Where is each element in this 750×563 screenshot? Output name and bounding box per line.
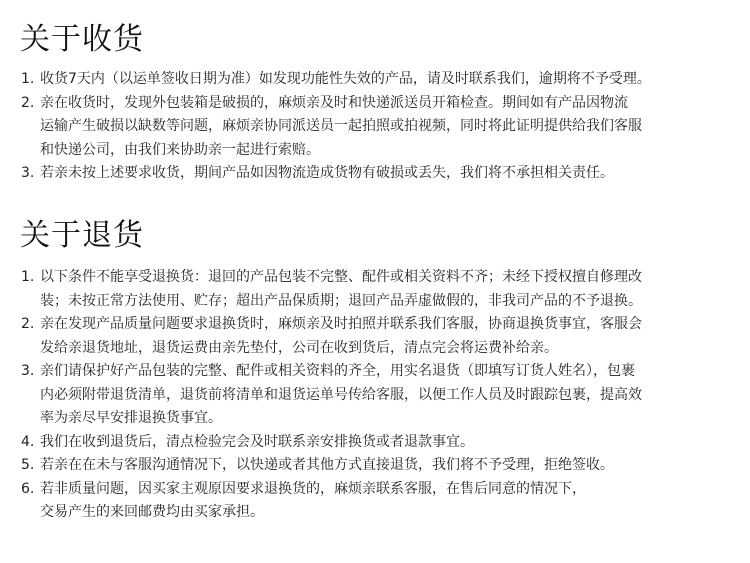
policy-item-number: 2. xyxy=(21,316,35,332)
policy-item-line: 运输产生破损以缺数等问题，麻烦亲协同派送员一起拍照或拍视频，同时将此证明提供给我们客服 xyxy=(40,118,642,134)
receive-policy-section xyxy=(0,20,750,186)
policy-item xyxy=(0,360,750,431)
policy-item-line: 收货7天内（以运单签收日期为准）如发现功能性失效的产品，请及时联系我们，逾期将不予受理。 xyxy=(40,71,651,87)
policy-item-line: 我们在收到退货后，清点检验完会及时联系亲安排换货或者退款事宜。 xyxy=(40,433,474,450)
return-policy-list xyxy=(0,266,750,525)
policy-item xyxy=(0,313,750,360)
policy-item-line: 若非质量问题，因买家主观原因要求退换货的，麻烦亲联系客服，在售后同意的情况下， xyxy=(40,480,586,497)
policy-item-line: 率为亲尽早安排退换货事宜。 xyxy=(40,410,222,426)
policy-item-line: 若亲未按上述要求收货，期间产品如因物流造成货物有破损或丢失，我们将不承担相关责任。 xyxy=(40,165,614,181)
policy-item xyxy=(0,266,750,313)
policy-item-number: 1. xyxy=(21,269,35,285)
policy-item-number: 2. xyxy=(21,94,35,111)
policy-item xyxy=(0,162,750,186)
policy-item-line: 若亲在在未与客服沟通情况下，以快递或者其他方式直接退货，我们将不予受理，拒绝签收。 xyxy=(40,457,614,473)
policy-item-line: 内必须附带退货清单，退货前将清单和退货运单号传给客服，以便工作人员及时跟踪包裹，提高效 xyxy=(40,386,642,403)
policy-item-line: 亲在发现产品质量问题要求退换货时，麻烦亲及时拍照并联系我们客服，协商退换货事宜，客服会 xyxy=(40,316,642,332)
policy-item xyxy=(0,92,750,163)
policy-item xyxy=(0,478,750,525)
policy-item-number: 3. xyxy=(21,165,35,181)
policy-item-number: 6. xyxy=(21,480,35,497)
policy-item-line: 以下条件不能享受退换货：退回的产品包装不完整、配件或相关资料不齐；未经下授权擅自修理改 xyxy=(40,269,642,285)
policy-item xyxy=(0,68,750,92)
policy-item-number: 4. xyxy=(21,433,35,450)
policy-item xyxy=(0,454,750,478)
policy-item-line: 亲们请保护好产品包装的完整、配件或相关资料的齐全，用实名退货（即填写订货人姓名），包裹 xyxy=(40,363,635,379)
policy-item-number: 3. xyxy=(21,363,35,379)
policy-item-number: 5. xyxy=(21,457,35,473)
policy-item-line: 和快递公司，由我们来协助亲一起进行索赔。 xyxy=(40,141,320,158)
policy-item-number: 1. xyxy=(21,71,35,87)
policy-item-line: 亲在收货时，发现外包装箱是破损的，麻烦亲及时和快递派送员开箱检查。期间如有产品因物流 xyxy=(40,94,628,111)
receive-policy-title: 关于收货 xyxy=(20,22,144,57)
return-policy-section xyxy=(0,216,750,525)
receive-policy-list xyxy=(0,68,750,186)
policy-item-line: 交易产生的来回邮费均由买家承担。 xyxy=(40,504,264,520)
policy-item-line: 装；未按正常方法使用、贮存；超出产品保质期；退回产品弄虚做假的，非我司产品的不予退换。 xyxy=(40,292,642,309)
policy-item xyxy=(0,431,750,455)
return-policy-title: 关于退货 xyxy=(20,218,144,253)
policy-item-line: 发给亲退货地址，退货运费由亲先垫付，公司在收到货后，清点完会将运费补给亲。 xyxy=(40,339,558,356)
